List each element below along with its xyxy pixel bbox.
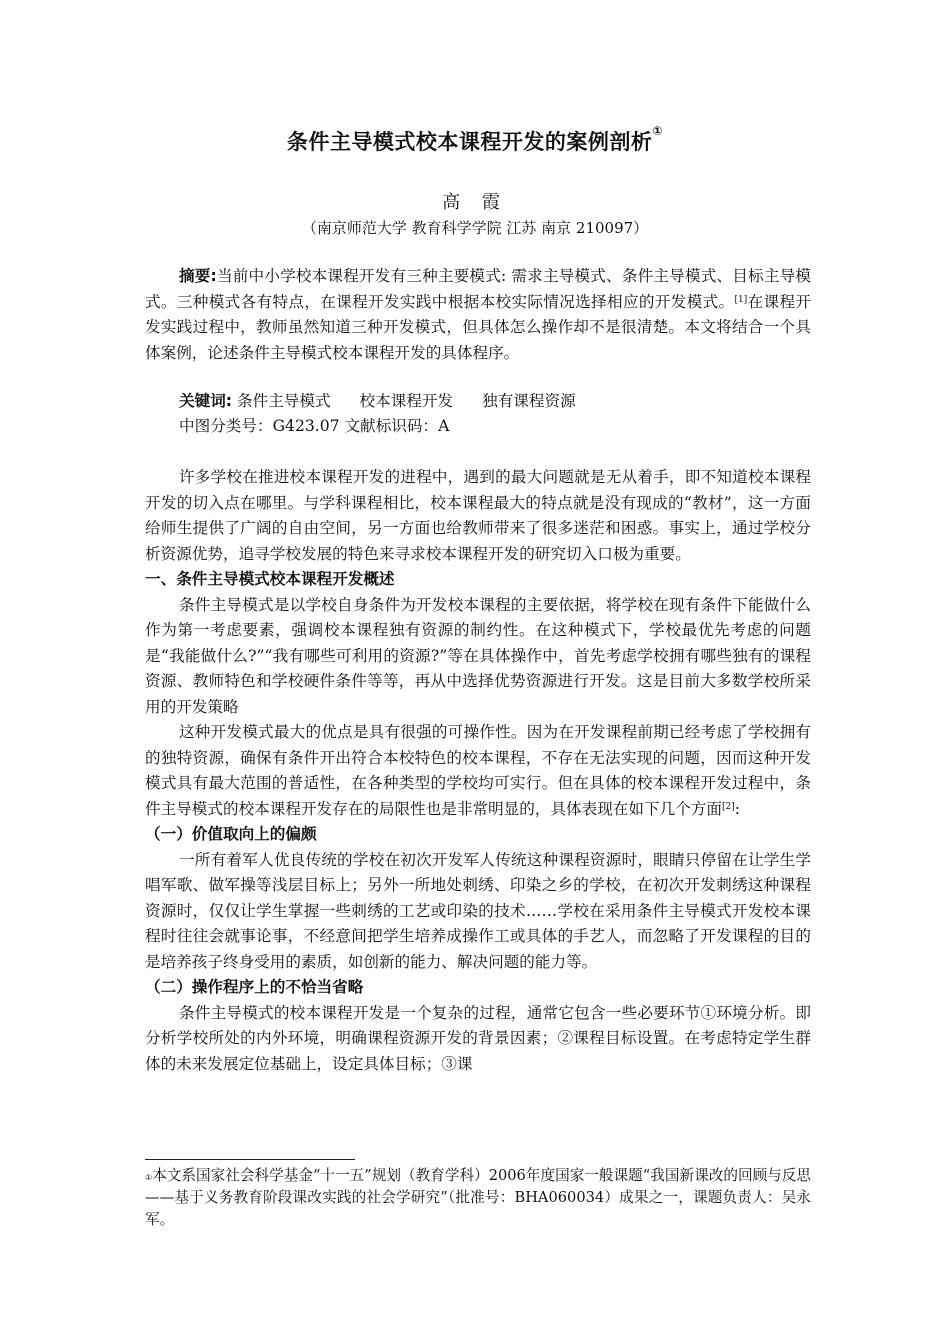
- main-body: [145, 465, 811, 1077]
- abstract: [145, 264, 811, 366]
- body-paragraph: 条件主导模式的校本课程开发是一个复杂的过程，通常它包含一些必要环节①环境分析。即分析学校所处的内外环境，明确课程资源开发的背景因素；②课程目标设置。在考虑特定学生群体的未来发展定位基础上，设定具体目标；③课: [145, 1003, 811, 1073]
- body-paragraph: 一所有着军人优良传统的学校在初次开发军人传统这种课程资源时，眼睛只停留在让学生学唱军歌、做军操等浅层目标上；另外一所地处刺绣、印染之乡的学校，在初次开发刺绣这种课程资源时，仅仅让学生掌握一些刺绣的工艺或印染的技术……学校在采用条件主导模式开发校本课程时往往会就事论事，不经意间把学生培养成操作工或具体的手艺人，而忽略了开发课程的目的是培养孩子终身受用的素质，如创新的能力、解决问题的能力等。: [145, 850, 811, 971]
- title-text: 条件主导模式校本课程开发的案例剖析: [286, 130, 653, 154]
- author-affiliation: （南京师范大学 教育科学学院 江苏 南京 210097）: [301, 219, 649, 237]
- footnote-divider: [145, 1159, 355, 1160]
- footnote: [145, 1165, 811, 1231]
- body-paragraph-tail: :: [734, 799, 740, 818]
- keyword-item: 条件主导模式: [237, 392, 331, 410]
- keywords-label: 关键词:: [179, 392, 233, 410]
- title-footnote-mark: ①: [652, 124, 664, 138]
- body-citation: [2]: [721, 801, 735, 812]
- keyword-item: 校本课程开发: [359, 392, 454, 410]
- author-name: 高 霞: [442, 192, 508, 213]
- section-heading: 一、条件主导模式校本课程开发概述: [145, 570, 395, 588]
- abstract-citation: [1]: [734, 294, 748, 305]
- abstract-label: 摘要:: [179, 267, 217, 285]
- subsection-heading: （二）操作程序上的不恰当省略: [145, 978, 364, 996]
- body-paragraph: [145, 720, 811, 822]
- classification-line: 中图分类号：G423.07 文献标识码：A: [179, 417, 450, 435]
- keyword-item: 独有课程资源: [482, 392, 576, 410]
- abstract-text-1: 当前中小学校本课程开发有三种主要模式: 需求主导模式、条件主导模式、目标主导模式。三种模式各有特点，在课程开发实践中根据本校实际情况选择相应的开发模式。: [145, 267, 811, 311]
- footnote-text: 本文系国家社会科学基金“十一五”规划（教育学科）2006年度国家一般课题“我国新课改的回顾与反思——基于义务教育阶段课改实践的社会学研究”（批准号：BHA060034）成果之一，课题负责人：吴永军。: [145, 1167, 812, 1228]
- keywords: [145, 389, 811, 415]
- body-paragraph-text: 这种开发模式最大的优点是具有很强的可操作性。因为在开发课程前期已经考虑了学校拥有的独特资源，确保有条件开出符合本校特色的校本课程，不存在无法实现的问题，因而这种开发模式具有最大范围的普适性，在各种类型的学校均可实行。但在具体的校本课程开发过程中，条件主导模式的校本课程开发存在的局限性也是非常明显的，具体表现在如下几个方面: [145, 723, 811, 818]
- abstract-text-2: 在课程开发实践过程中，教师虽然知道三种开发模式，但具体怎么操作却不是很清楚。本文将结合一个具体案例，论述条件主导模式校本课程开发的具体程序。: [145, 292, 811, 362]
- footnote-mark: ①: [145, 1173, 153, 1182]
- body-paragraph: 许多学校在推进校本课程开发的进程中，遇到的最大问题就是无从着手，即不知道校本课程开发的切入点在哪里。与学科课程相比，校本课程最大的特点就是没有现成的“教材”，这一方面给师生提供了广阔的自由空间，另一方面也给教师带来了很多迷茫和困惑。事实上，通过学校分析资源优势，追寻学校发展的特色来寻求校本课程开发的研究切入口极为重要。: [145, 468, 811, 563]
- subsection-heading: （一）价值取向上的偏颇: [145, 825, 317, 843]
- paper-title: [0, 126, 950, 156]
- body-paragraph: 条件主导模式是以学校自身条件为开发校本课程的主要依据，将学校在现有条件下能做什么作为第一考虑要素，强调校本课程独有资源的制约性。在这种模式下，学校最优先考虑的问题是“我能做什么?”“我有哪些可利用的资源?”等在具体操作中，首先考虑学校拥有哪些独有的课程资源、教师特色和学校硬件条件等等，再从中选择优势资源进行开发。这是目前大多数学校所采用的开发策略: [145, 595, 811, 716]
